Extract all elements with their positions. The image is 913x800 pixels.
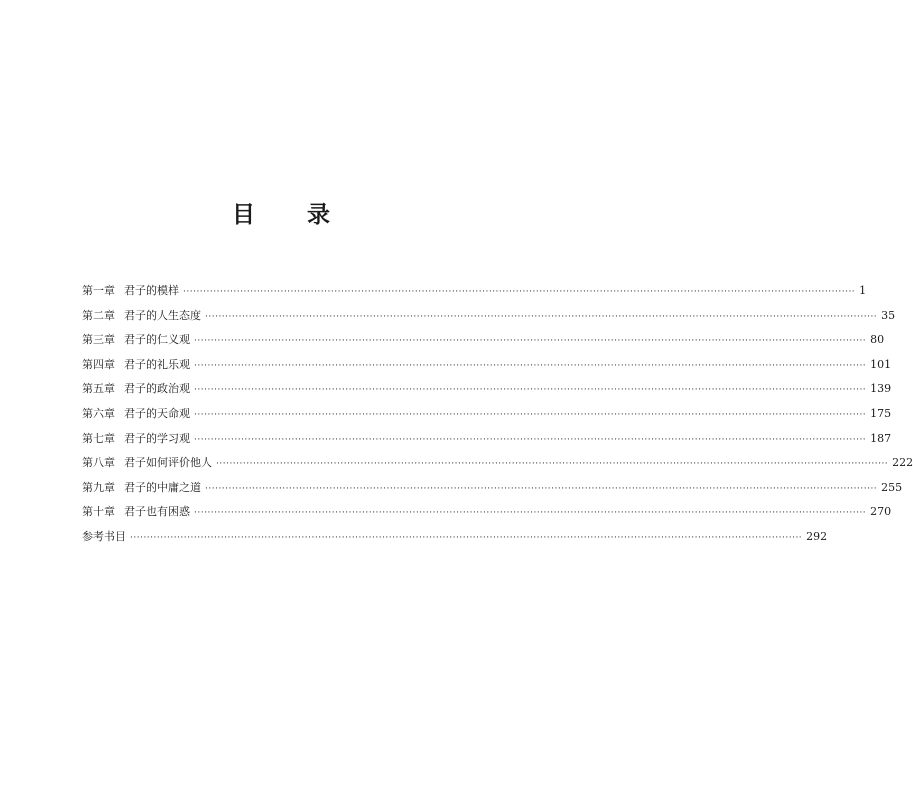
toc-entry-chapter-7[interactable] [82,427,892,452]
chapter-number: 第六章 [82,406,115,420]
page-number: 80 [870,333,885,347]
page-number: 270 [870,505,892,519]
page-number: 139 [870,382,892,396]
toc-entry-bibliography[interactable] [82,525,828,550]
toc-entry-chapter-1[interactable] [82,279,867,304]
page-number: 292 [806,529,828,543]
toc-entry-chapter-5[interactable] [82,377,892,402]
chapter-number: 第三章 [82,333,115,347]
chapter-number: 第二章 [82,308,115,322]
chapter-title: 君子的学习观 [124,431,190,445]
chapter-number: 第五章 [82,382,115,396]
chapter-title: 君子的天命观 [124,406,190,420]
chapter-title: 君子的中庸之道 [124,480,201,494]
toc-entry-chapter-2[interactable] [82,304,896,329]
dot-leader: ········································································································································································································ [205,311,878,322]
toc-entry-chapter-6[interactable] [82,402,892,427]
dot-leader: ········································································································································································································ [194,434,867,445]
page-number: 35 [881,308,896,322]
dot-leader: ········································································································································································································ [194,508,867,519]
chapter-number: 第四章 [82,357,115,371]
dot-leader: ········································································································································································································ [205,483,878,494]
chapter-number: 第一章 [82,284,115,297]
chapter-number: 第七章 [82,431,115,445]
dot-leader: ········································································································································································································ [194,385,867,396]
chapter-title: 君子的模样 [124,284,179,297]
chapter-title: 君子如何评价他人 [124,456,212,470]
chapter-title: 君子的礼乐观 [124,357,190,371]
chapter-title: 参考书目 [82,529,126,543]
dot-leader: ········································································································································································································ [194,360,867,371]
chapter-title: 君子的人生态度 [124,308,201,322]
dot-leader: ········································································································································································································ [216,459,889,470]
page-number: 255 [881,480,903,494]
page-number: 175 [870,406,892,420]
toc-entry-chapter-3[interactable] [82,328,885,353]
page-number: 222 [892,456,913,470]
chapter-number: 第九章 [82,480,115,494]
chapter-title: 君子的政治观 [124,382,190,396]
chapter-title: 君子的仁义观 [124,333,190,347]
page-number: 187 [870,431,892,445]
page-number: 101 [870,357,892,371]
page-title: 目 录 [231,201,352,229]
dot-leader: ········································································································································································································ [130,532,803,543]
chapter-number: 第十章 [82,505,115,519]
page-number: 1 [859,284,867,297]
dot-leader: ········································································································································································································ [194,409,867,420]
chapter-number: 第八章 [82,456,115,470]
toc-entry-chapter-9[interactable] [82,476,903,501]
table-of-contents [82,279,913,550]
dot-leader: ········································································································································································································ [183,287,856,297]
chapter-title: 君子也有困惑 [124,505,190,519]
toc-entry-chapter-8[interactable] [82,451,913,476]
dot-leader: ········································································································································································································ [194,336,867,347]
toc-entry-chapter-10[interactable] [82,500,892,525]
toc-entry-chapter-4[interactable] [82,353,892,378]
